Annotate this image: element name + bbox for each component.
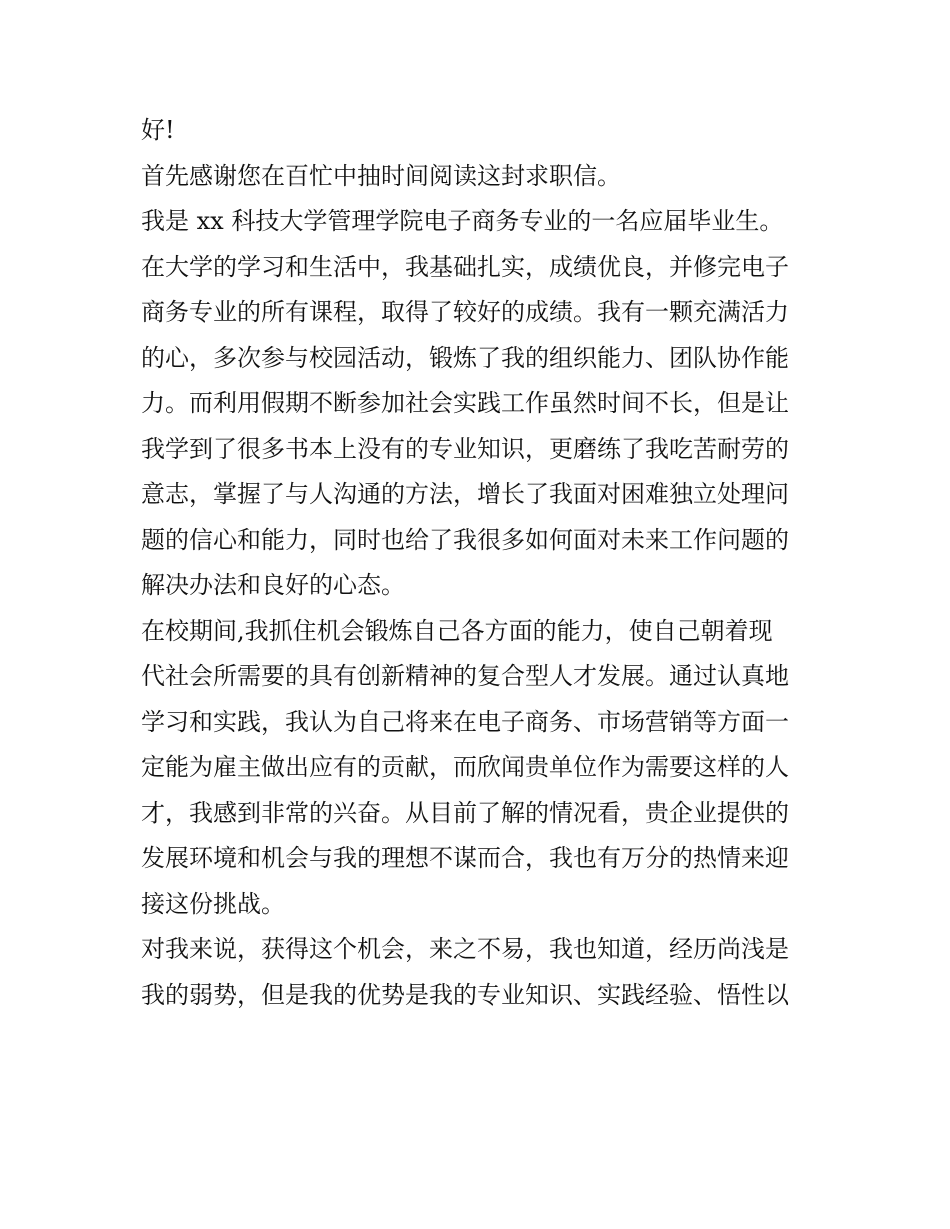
text-line: 我学到了很多书本上没有的专业知识，更磨练了我吃苦耐劳的 [141,434,789,463]
text-line: 首先感谢您在百忙中抽时间阅读这封求职信。 [141,161,621,190]
text-line: 商务专业的所有课程，取得了较好的成绩。我有一颗充满活力 [141,298,789,326]
text-line: 代社会所需要的具有创新精神的复合型人才发展。通过认真地 [141,662,789,690]
text-line: 意志，掌握了与人沟通的方法，增长了我面对困难独立处理问 [141,480,789,508]
text-line: 定能为雇主做出应有的贡献，而欣闻贵单位作为需要这样的人 [141,753,789,781]
paragraph-university-life [141,245,821,609]
text-line: 才，我感到非常的兴奋。从目前了解的情况看，贵企业提供的 [141,798,789,827]
text-line: 发展环境和机会与我的理想不谋而合，我也有万分的热情来迎 [141,844,789,872]
text-line: 题的信心和能力，同时也给了我很多如何面对未来工作问题的 [141,525,789,554]
text-line: 解决办法和良好的心态。 [141,571,405,599]
text-line: 在大学的学习和生活中，我基础扎实，成绩优良，并修完电子 [141,252,789,281]
text-line: 对我来说，获得这个机会，来之不易，我也知道，经历尚浅是 [141,935,789,963]
paragraph-greeting [141,108,821,154]
paragraph-opportunity [141,927,821,1018]
text-line: 接这份挑战。 [141,889,285,918]
letter-body [141,108,821,1018]
paragraph-introduction [141,199,821,245]
paragraph-school-period [141,609,821,928]
text-line: 学习和实践，我认为自己将来在电子商务、市场营销等方面一 [141,707,789,736]
text-line: 在校期间,我抓住机会锻炼自己各方面的能力，使自己朝着现 [141,616,773,645]
text-line: 我的弱势，但是我的优势是我的专业知识、实践经验、悟性以 [141,980,789,1009]
paragraph-thanks [141,154,821,200]
text-line: 好! [141,116,175,144]
text-line: 的心，多次参与校园活动，锻炼了我的组织能力、团队协作能 [141,343,789,372]
text-line: 力。而利用假期不断参加社会实践工作虽然时间不长，但是让 [141,389,789,417]
text-line: 我是 xx 科技大学管理学院电子商务专业的一名应届毕业生。 [141,207,784,235]
